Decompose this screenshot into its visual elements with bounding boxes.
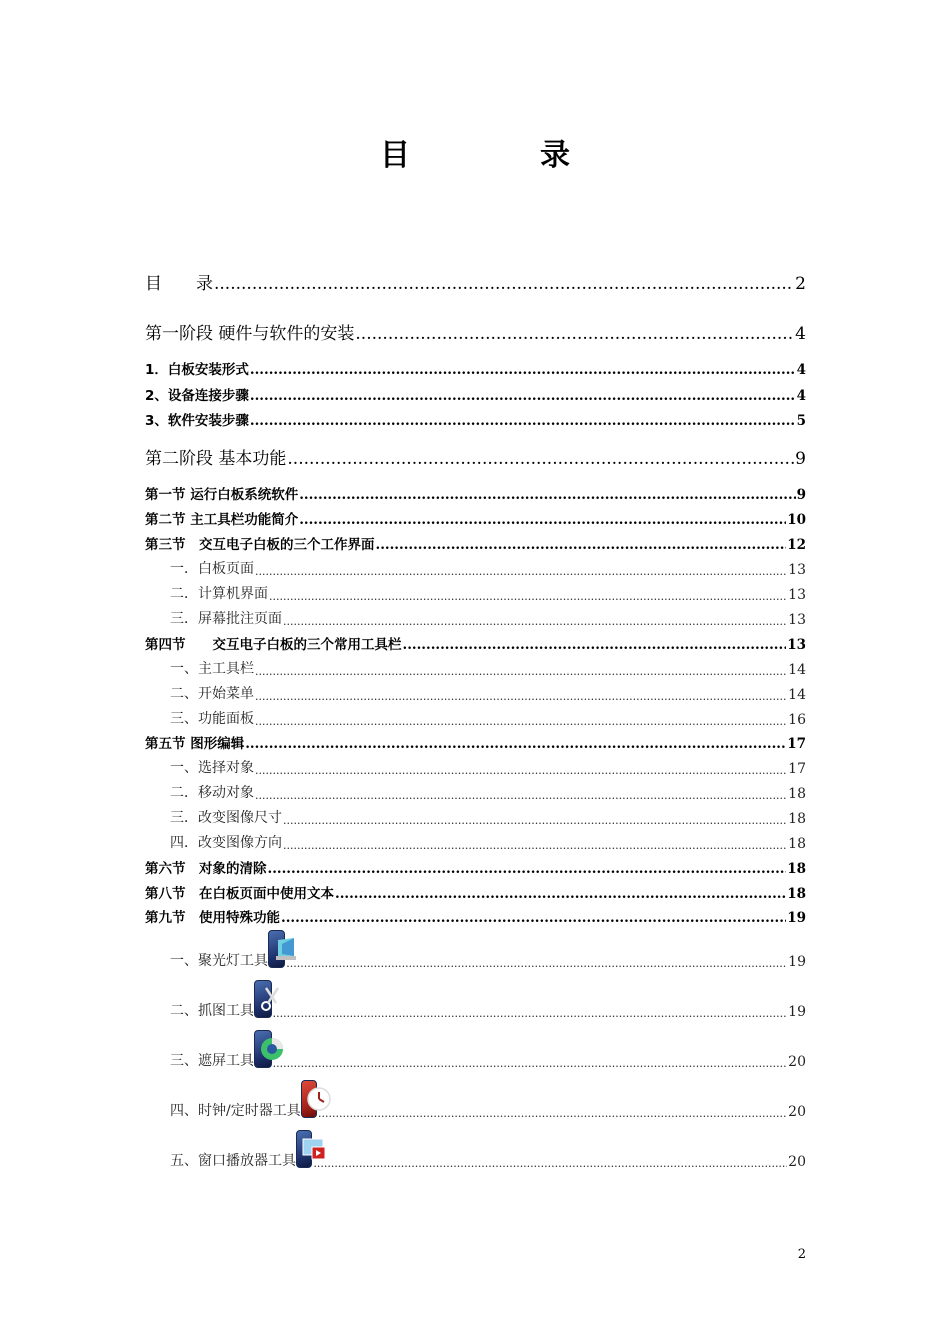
toc-entry-page: 9 xyxy=(795,449,806,469)
toc-entry[interactable] xyxy=(145,784,806,802)
toc-entry-page: 19 xyxy=(788,1004,806,1020)
toc-entry-page: 13 xyxy=(788,587,806,603)
toc-leader-dots xyxy=(250,362,796,378)
toc-entry[interactable] xyxy=(145,635,806,653)
page-number: 2 xyxy=(797,1247,806,1262)
window-player-icon xyxy=(296,1130,312,1168)
toc-entry-page: 18 xyxy=(788,786,806,802)
toc-leader-dots xyxy=(283,615,787,628)
toc-leader-dots xyxy=(255,715,787,728)
scissors-icon xyxy=(254,980,272,1018)
toc-entry[interactable] xyxy=(145,660,806,678)
toc-entry-page: 18 xyxy=(787,886,806,902)
toc-leader-dots xyxy=(255,665,787,678)
toc-entry-page: 16 xyxy=(788,712,806,728)
toc-leader-dots xyxy=(269,590,787,603)
toc-entry[interactable] xyxy=(145,710,806,728)
toc-entry[interactable] xyxy=(145,272,806,294)
screen-shade-icon xyxy=(254,1030,272,1068)
toc-entry-page: 10 xyxy=(787,512,806,528)
toc-entry[interactable] xyxy=(145,908,806,926)
toc-entry-label: 三、遮屏工具 xyxy=(170,1053,254,1069)
toc-leader-dots xyxy=(273,1007,788,1020)
toc-leader-dots xyxy=(286,957,787,970)
toc-entry-page: 13 xyxy=(788,562,806,578)
toc-entry-label: 第九节 使用特殊功能 xyxy=(145,910,280,926)
toc-entry-page: 5 xyxy=(796,413,806,429)
toc-entry-page: 13 xyxy=(787,637,806,653)
toc-entry-page: 19 xyxy=(788,954,806,970)
toc-entry[interactable] xyxy=(145,585,806,603)
toc-entry-page: 20 xyxy=(788,1154,806,1170)
toc-entry[interactable] xyxy=(145,809,806,827)
toc-entry[interactable] xyxy=(145,447,806,469)
toc-leader-dots xyxy=(287,449,794,469)
toc-entry[interactable] xyxy=(145,560,806,578)
toc-entry[interactable] xyxy=(145,386,806,404)
toc-entry-page: 20 xyxy=(788,1054,806,1070)
toc-entry-label: 三、功能面板 xyxy=(170,711,254,727)
toc-entry[interactable] xyxy=(145,980,806,1020)
toc-entry-label: 五、窗口播放器工具 xyxy=(170,1153,296,1169)
toc-entry[interactable] xyxy=(145,884,806,902)
toc-entry[interactable] xyxy=(145,1080,806,1120)
toc-entry-label: 四、时钟/定时器工具 xyxy=(170,1103,301,1119)
clock-icon xyxy=(301,1080,317,1118)
toc-entry-label: 第一节 运行白板系统软件 xyxy=(145,487,299,503)
toc-entry-label: 二、开始菜单 xyxy=(170,686,254,702)
toc-entry[interactable] xyxy=(145,930,806,970)
toc-entry-label: 1．白板安装形式 xyxy=(145,362,249,378)
toc-leader-dots xyxy=(255,764,787,777)
toc-leader-dots xyxy=(250,388,796,404)
toc-leader-dots xyxy=(376,537,787,553)
toc-entry-label: 目 录 xyxy=(145,274,213,294)
toc-leader-dots xyxy=(250,413,796,429)
toc-entry-page: 4 xyxy=(795,324,806,344)
toc-entry[interactable] xyxy=(145,610,806,628)
toc-leader-dots xyxy=(283,814,787,827)
toc-entry[interactable] xyxy=(145,322,806,344)
toc-entry[interactable] xyxy=(145,411,806,429)
spotlight-icon xyxy=(268,930,285,968)
toc-entry-page: 18 xyxy=(787,861,806,877)
toc-entry[interactable] xyxy=(145,685,806,703)
toc-leader-dots xyxy=(268,861,787,877)
toc-entry-label: 一、选择对象 xyxy=(170,760,254,776)
toc-leader-dots xyxy=(255,565,787,578)
toc-entry-label: 一、主工具栏 xyxy=(170,661,254,677)
toc-entry-label: 二．移动对象 xyxy=(170,785,254,801)
toc-entry[interactable] xyxy=(145,485,806,503)
toc-entry[interactable] xyxy=(145,834,806,852)
toc-entry-page: 17 xyxy=(788,761,806,777)
toc-entry-label: 第五节 图形编辑 xyxy=(145,736,245,752)
toc-entry-page: 20 xyxy=(788,1104,806,1120)
toc-entry[interactable] xyxy=(145,535,806,553)
toc-leader-dots xyxy=(318,1107,787,1120)
toc-entry-label: 3、软件安装步骤 xyxy=(145,413,249,429)
toc-entry[interactable] xyxy=(145,759,806,777)
toc-entry-page: 19 xyxy=(787,910,806,926)
toc-entry[interactable] xyxy=(145,510,806,528)
toc-entry[interactable] xyxy=(145,734,806,752)
title-char-1: 目 xyxy=(380,138,410,173)
toc-leader-dots xyxy=(255,690,787,703)
toc-entry[interactable] xyxy=(145,1130,806,1170)
toc-entry-page: 14 xyxy=(788,687,806,703)
toc-entry-label: 一．白板页面 xyxy=(170,561,254,577)
toc-entry-label: 2、设备连接步骤 xyxy=(145,388,249,404)
toc-entry[interactable] xyxy=(145,859,806,877)
toc-entry-page: 17 xyxy=(787,736,806,752)
toc-entry-label: 第八节 在白板页面中使用文本 xyxy=(145,886,334,902)
toc-entry-label: 四．改变图像方向 xyxy=(170,835,282,851)
toc-entry-label: 第六节 对象的清除 xyxy=(145,861,267,877)
toc-entry-page: 14 xyxy=(788,662,806,678)
toc-leader-dots xyxy=(313,1157,787,1170)
toc-leader-dots xyxy=(214,274,794,294)
toc-entry-label: 第四节 交互电子白板的三个常用工具栏 xyxy=(145,637,402,653)
toc-entry-label: 第二阶段 基本功能 xyxy=(145,449,287,469)
toc-leader-dots xyxy=(283,839,787,852)
title-char-2: 录 xyxy=(540,138,570,173)
toc-entry-label: 二、抓图工具 xyxy=(170,1003,254,1019)
toc-leader-dots xyxy=(299,487,795,503)
toc-leader-dots xyxy=(273,1057,788,1070)
toc-entry-page: 9 xyxy=(796,487,806,503)
toc-entry-label: 三．改变图像尺寸 xyxy=(170,810,282,826)
toc-entry-label: 三．屏幕批注页面 xyxy=(170,611,282,627)
toc-entry-label: 二．计算机界面 xyxy=(170,586,268,602)
toc-entry-label: 第一阶段 硬件与软件的安装 xyxy=(145,324,355,344)
toc-leader-dots xyxy=(281,910,786,926)
toc-leader-dots xyxy=(255,789,787,802)
toc-leader-dots xyxy=(355,324,794,344)
toc-entry-page: 18 xyxy=(788,836,806,852)
page-title xyxy=(0,130,950,174)
toc-entry-page: 18 xyxy=(788,811,806,827)
toc-entry-page: 4 xyxy=(796,388,806,404)
toc-entry-page: 12 xyxy=(787,537,806,553)
toc-leader-dots xyxy=(299,512,786,528)
toc-leader-dots xyxy=(245,736,786,752)
toc-entry-label: 第三节 交互电子白板的三个工作界面 xyxy=(145,537,375,553)
toc-leader-dots xyxy=(335,886,786,902)
toc-leader-dots xyxy=(403,637,787,653)
toc-entry-label: 一、聚光灯工具 xyxy=(170,953,268,969)
toc-entry[interactable] xyxy=(145,1030,806,1070)
toc-entry-page: 13 xyxy=(788,612,806,628)
toc-entry-page: 4 xyxy=(796,362,806,378)
toc-entry-label: 第二节 主工具栏功能简介 xyxy=(145,512,299,528)
toc-entry[interactable] xyxy=(145,360,806,378)
toc-entry-page: 2 xyxy=(795,274,806,294)
